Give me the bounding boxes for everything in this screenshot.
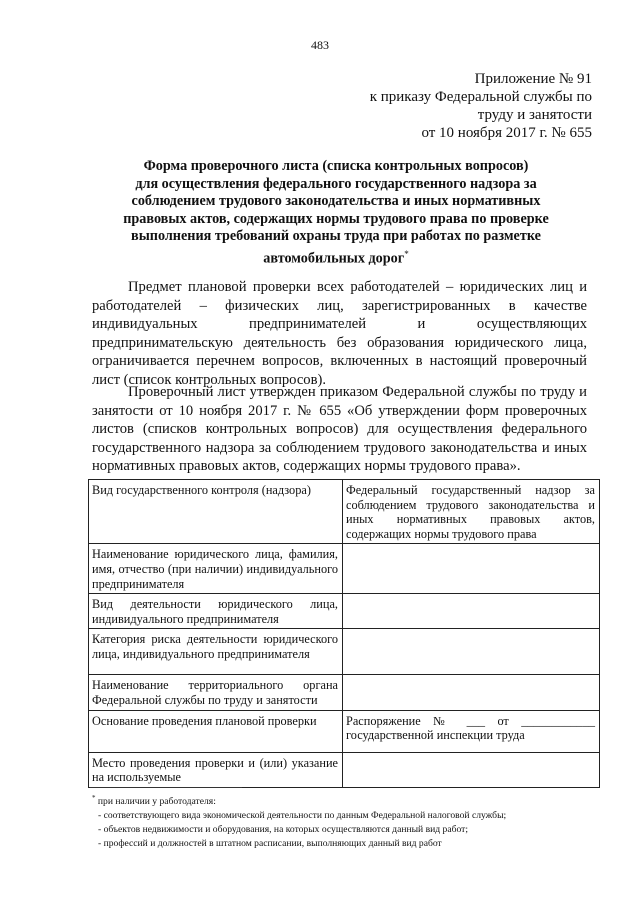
table-row <box>89 675 600 710</box>
paragraph-subject <box>92 278 587 390</box>
row-label: Вид деятельности юридического лица, индивидуального предпринимателя <box>89 594 343 629</box>
footnote-item: - соответствующего вида экономической деятельности по данным Федеральной налоговой службы; <box>98 809 507 821</box>
footnote-item: - объектов недвижимости и оборудования, на которых осуществляются данный вид работ; <box>98 823 468 835</box>
appendix-line: от 10 ноября 2017 г. № 655 <box>421 125 592 141</box>
row-label: Основание проведения плановой проверки <box>89 710 343 752</box>
row-label: Место проведения проверки и (или) указание на используемые <box>89 752 343 787</box>
table-row <box>89 710 600 752</box>
table-row <box>89 594 600 629</box>
table-row <box>89 629 600 675</box>
title-line: для осуществления федерального государственного надзора за <box>135 175 537 192</box>
paragraph-text: Предмет плановой проверки всех работодателей – юридических лиц и работодателей – физических лиц, зарегистрированных в качестве индивидуальных предпринимателей и осуществляющих предпринимательскую деятельность без образования юридического лица, ограничивается перечнем вопросов, включенных в настоящий проверочный лист (список контрольных вопросов). <box>92 279 587 388</box>
control-info-table <box>88 479 600 788</box>
footnote-intro <box>92 792 592 809</box>
table-row <box>89 544 600 594</box>
form-title <box>92 158 580 268</box>
row-value <box>343 752 600 787</box>
row-value <box>343 544 600 594</box>
row-label: Наименование территориального органа Федеральной службы по труду и занятости <box>89 675 343 710</box>
footnote-mark: * <box>92 794 96 802</box>
appendix-header <box>262 70 592 142</box>
title-line: соблюдением трудового законодательства и иных нормативных <box>131 193 541 209</box>
row-label: Вид государственного контроля (надзора) <box>89 480 343 544</box>
row-label: Категория риска деятельности юридического лица, индивидуального предпринимателя <box>89 629 343 675</box>
title-line: правовых актов, содержащих нормы трудового права по проверке <box>123 210 549 227</box>
appendix-line: труду и занятости <box>477 107 592 123</box>
row-label: Наименование юридического лица, фамилия, имя, отчество (при наличии) индивидуального предпринимателя <box>89 544 343 594</box>
footnotes <box>92 792 592 850</box>
paragraph-text: Проверочный лист утвержден приказом Федеральной службы по труду и занятости от 10 ноября 2017 г. № 655 «Об утверждении форм проверочных листов (списков контрольных вопросов) для осуществления федерального государственного надзора за соблюдением трудового законодательства и иных нормативных правовых актов, содержащих нормы трудового права». <box>92 384 587 475</box>
title-line <box>92 246 580 268</box>
footnote-intro-text: при наличии у работодателя: <box>97 796 216 808</box>
footnote-divider <box>90 787 242 788</box>
page-number: 483 <box>311 38 329 52</box>
row-value: Федеральный государственный надзор за соблюдением трудового законодательства и иных нормативных правовых актов, содержащих нормы трудового права <box>343 480 600 544</box>
title-line: Форма проверочного листа (списка контрольных вопросов) <box>143 158 529 174</box>
title-line: выполнения требований охраны труда при работах по разметке <box>131 228 541 244</box>
row-value: Распоряжение № ___ от ____________ государственной инспекции труда <box>343 710 600 752</box>
row-value <box>343 594 600 629</box>
row-value <box>343 675 600 710</box>
row-value <box>343 629 600 675</box>
footnote-item: - профессий и должностей в штатном расписании, выполняющих данный вид работ <box>98 837 442 849</box>
appendix-line: Приложение № 91 <box>474 71 592 87</box>
table-row <box>89 752 600 787</box>
title-last-line: автомобильных дорог <box>263 250 405 267</box>
paragraph-approval <box>92 383 587 476</box>
footnote-mark: * <box>404 248 409 259</box>
table-row <box>89 480 600 544</box>
appendix-line: к приказу Федеральной службы по <box>369 89 592 105</box>
